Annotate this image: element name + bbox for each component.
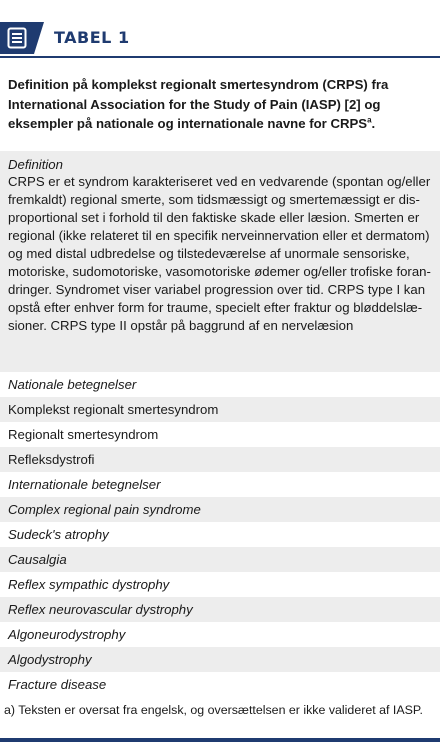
table-title: TABEL 1 <box>54 28 130 47</box>
definition-line: sioner. CRPS type II opstår på baggrund af en nervelæsion <box>8 318 354 333</box>
document-icon-tab <box>0 22 34 54</box>
table-row: Komplekst regionalt smertesyndrom <box>0 397 440 422</box>
definition-line: opstå efter enhver form for traume, specielt efter fraktur og bløddelslæ- <box>8 300 423 315</box>
table-row: Refleksdystrofi <box>0 447 440 472</box>
definition-line: regional (ikke relateret til en specifik nerveinnervation eller et dermatom) <box>8 228 430 243</box>
table-footnote: a) Teksten er oversat fra engelsk, og oversættelsen er ikke valideret af IASP. <box>4 703 423 717</box>
header-rule <box>0 56 440 58</box>
caption-footnote-marker: a <box>367 115 372 125</box>
caption-text: Definition på komplekst regionalt smertesyndrom (CRPS) fra International Association for the Study of Pain (IASP) [2] og eksempler på nationale og internationale navne for CRPS <box>8 77 389 131</box>
definition-line: CRPS er et syndrom karakteriseret ved en vedvarende (spontan og/eller <box>8 174 431 189</box>
table-caption <box>8 75 436 134</box>
definition-line: dringer. Syndromet viser variabel progression over tid. CRPS type I kan <box>8 282 426 297</box>
data-table <box>0 151 440 697</box>
tab-notch <box>34 22 44 54</box>
international-heading: Internationale betegnelser <box>8 477 161 492</box>
definition-section <box>0 151 440 372</box>
table-row: Complex regional pain syndrome <box>0 497 440 522</box>
definition-heading: Definition <box>8 157 63 172</box>
table-row: Fracture disease <box>8 677 107 692</box>
document-icon <box>7 27 27 49</box>
table-row: Reflex neurovascular dystrophy <box>0 597 440 622</box>
table-row: Regionalt smertesyndrom <box>8 427 159 442</box>
caption-end: . <box>371 116 376 131</box>
definition-line: og med distal udbredelse og tilstedeværelse af unormale sensoriske, <box>8 246 410 261</box>
definition-line: proportional set i forhold til den faktiske skade eller læsion. Smerten er <box>8 210 420 225</box>
national-heading: Nationale betegnelser <box>8 377 137 392</box>
bottom-rule <box>0 738 440 742</box>
definition-line: motoriske, sudomotoriske, vasomotoriske ødemer og/eller trofiske foran- <box>8 264 431 279</box>
table-row: Reflex sympathic dystrophy <box>8 577 170 592</box>
table-header <box>0 22 440 54</box>
table-row: Sudeck's atrophy <box>8 527 109 542</box>
table-row: Algoneurodystrophy <box>8 627 126 642</box>
definition-text <box>8 173 432 335</box>
table-row: Causalgia <box>0 547 440 572</box>
definition-line: fremkaldt) regional smerte, som tidsmæssigt og smertemæssigt er dis- <box>8 192 420 207</box>
table-row: Algodystrophy <box>0 647 440 672</box>
